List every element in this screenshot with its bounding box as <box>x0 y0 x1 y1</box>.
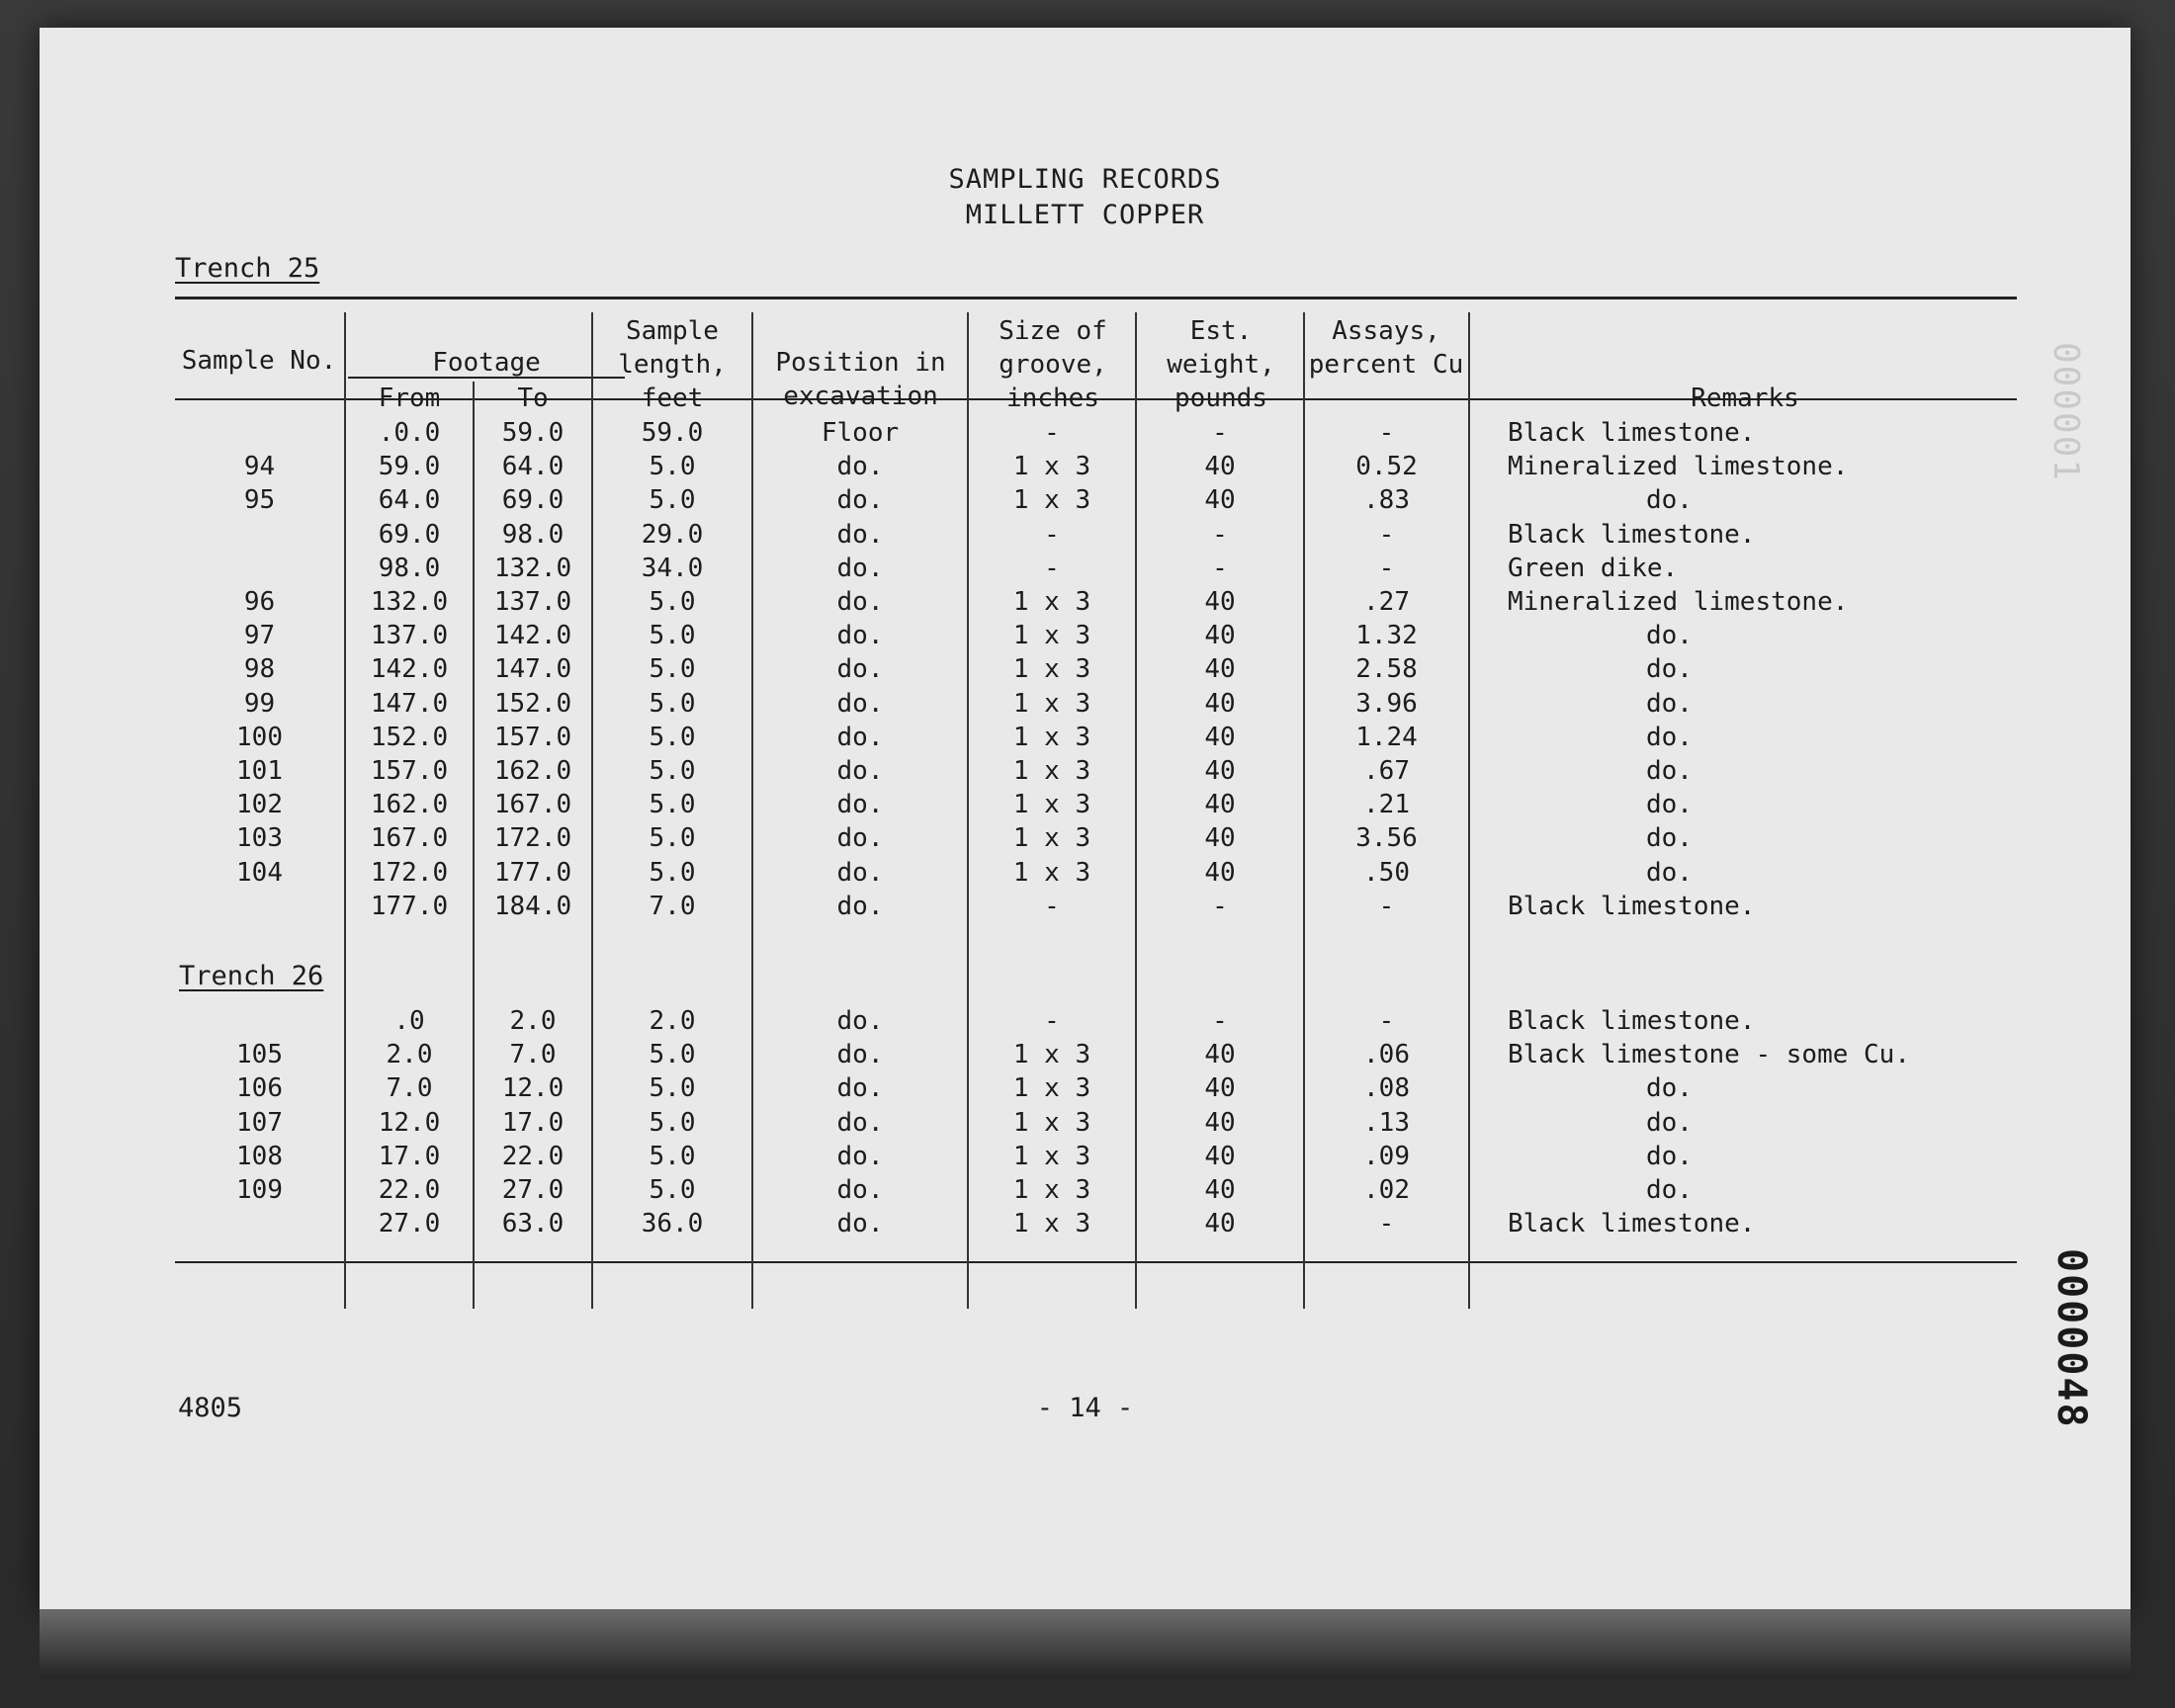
cell-wt: 40 <box>1204 688 1236 719</box>
cell-to: 7.0 <box>509 1040 557 1070</box>
cell-wt: 40 <box>1204 857 1236 888</box>
cell-rem: do. <box>1646 654 1693 685</box>
cell-cu: - <box>1378 1209 1395 1239</box>
cell-groove: 1 x 3 <box>1012 857 1091 888</box>
cell-len: 5.0 <box>649 452 696 482</box>
cell-to: 2.0 <box>509 1006 557 1036</box>
cell-groove: 1 x 3 <box>1012 621 1091 651</box>
cell-no: 105 <box>236 1040 283 1070</box>
cell-len: 5.0 <box>649 1040 696 1070</box>
cell-cu: 1.24 <box>1355 722 1418 752</box>
cell-pos: do. <box>836 1073 884 1104</box>
cell-groove: 1 x 3 <box>1012 587 1091 617</box>
cell-len: 5.0 <box>649 756 696 786</box>
page-stamp: 0000048 <box>2048 1248 2094 1429</box>
cell-to: 147.0 <box>493 654 572 685</box>
cell-groove: 1 x 3 <box>1012 654 1091 685</box>
cell-to: 184.0 <box>493 891 572 921</box>
cell-rem: Black limestone. <box>1508 1006 1756 1036</box>
cell-rem: do. <box>1646 688 1693 719</box>
document-title: SAMPLING RECORDS <box>948 164 1222 195</box>
cell-pos: do. <box>836 587 884 617</box>
header-position: Position in excavation <box>775 348 946 411</box>
cell-rem: do. <box>1646 1141 1693 1171</box>
cell-to: 167.0 <box>493 790 572 820</box>
cell-groove: - <box>1044 553 1060 583</box>
cell-cu: .09 <box>1363 1141 1410 1171</box>
cell-rem: Mineralized limestone. <box>1508 587 1849 617</box>
cell-groove: 1 x 3 <box>1012 688 1091 719</box>
cell-no: 100 <box>236 722 283 752</box>
cell-from: 27.0 <box>378 1209 441 1239</box>
cell-cu: .08 <box>1363 1073 1410 1104</box>
cell-no: 101 <box>236 756 283 786</box>
cell-groove: 1 x 3 <box>1012 1040 1091 1070</box>
cell-groove: 1 x 3 <box>1012 790 1091 820</box>
cell-no: 102 <box>236 790 283 820</box>
col-sep-8 <box>1468 312 1470 1309</box>
cell-wt: - <box>1212 553 1228 583</box>
cell-cu: .83 <box>1363 485 1410 516</box>
cell-pos: do. <box>836 1209 884 1239</box>
cell-to: 132.0 <box>493 553 572 583</box>
header-from: From <box>378 384 441 413</box>
cell-rem: do. <box>1646 756 1693 786</box>
cell-from: 177.0 <box>370 891 449 921</box>
cell-rem: do. <box>1646 1073 1693 1104</box>
cell-pos: do. <box>836 790 884 820</box>
cell-from: 12.0 <box>378 1107 441 1138</box>
cell-rem: Black limestone. <box>1508 418 1756 448</box>
cell-to: 17.0 <box>501 1107 565 1138</box>
cell-groove: 1 x 3 <box>1012 1107 1091 1138</box>
cell-no: 98 <box>243 654 276 685</box>
cell-rem: do. <box>1646 1175 1693 1205</box>
cell-groove: 1 x 3 <box>1012 485 1091 516</box>
cell-rem: Black limestone - some Cu. <box>1508 1040 1910 1070</box>
cell-groove: - <box>1044 519 1060 550</box>
cell-no: 109 <box>236 1175 283 1205</box>
cell-wt: 40 <box>1204 823 1236 854</box>
cell-cu: .13 <box>1363 1107 1410 1138</box>
cell-pos: Floor <box>821 418 900 448</box>
cell-from: 152.0 <box>370 722 449 752</box>
header-weight: Est. weight, pounds <box>1167 316 1275 413</box>
cell-len: 5.0 <box>649 823 696 854</box>
cell-to: 152.0 <box>493 688 572 719</box>
cell-rem: do. <box>1646 1107 1693 1138</box>
cell-wt: 40 <box>1204 452 1236 482</box>
cell-wt: 40 <box>1204 1040 1236 1070</box>
cell-no: 99 <box>243 688 276 719</box>
cell-rem: do. <box>1646 823 1693 854</box>
cell-pos: do. <box>836 857 884 888</box>
cell-groove: 1 x 3 <box>1012 823 1091 854</box>
cell-to: 98.0 <box>501 519 565 550</box>
cell-from: .0.0 <box>378 418 441 448</box>
faint-page-stamp: 000001 <box>2045 342 2086 483</box>
cell-from: 59.0 <box>378 452 441 482</box>
cell-pos: do. <box>836 1040 884 1070</box>
cell-pos: do. <box>836 756 884 786</box>
cell-groove: 1 x 3 <box>1012 1209 1091 1239</box>
cell-from: 98.0 <box>378 553 441 583</box>
cell-wt: - <box>1212 519 1228 550</box>
cell-from: 147.0 <box>370 688 449 719</box>
header-to: To <box>517 384 549 413</box>
cell-groove: 1 x 3 <box>1012 1141 1091 1171</box>
cell-rem: Black limestone. <box>1508 891 1756 921</box>
cell-rem: do. <box>1646 621 1693 651</box>
cell-no: 108 <box>236 1141 283 1171</box>
cell-no: 96 <box>243 587 276 617</box>
document-code: 4805 <box>178 1393 243 1423</box>
cell-groove: 1 x 3 <box>1012 452 1091 482</box>
cell-from: 69.0 <box>378 519 441 550</box>
cell-from: 64.0 <box>378 485 441 516</box>
cell-pos: do. <box>836 1107 884 1138</box>
cell-to: 157.0 <box>493 722 572 752</box>
cell-wt: 40 <box>1204 756 1236 786</box>
cell-wt: 40 <box>1204 621 1236 651</box>
cell-to: 63.0 <box>501 1209 565 1239</box>
cell-cu: - <box>1378 519 1395 550</box>
cell-from: 142.0 <box>370 654 449 685</box>
trench-26-label: Trench 26 <box>179 961 324 991</box>
cell-from: 7.0 <box>386 1073 433 1104</box>
cell-cu: - <box>1378 418 1395 448</box>
cell-to: 12.0 <box>501 1073 565 1104</box>
cell-pos: do. <box>836 1006 884 1036</box>
cell-len: 5.0 <box>649 1107 696 1138</box>
cell-wt: 40 <box>1204 1107 1236 1138</box>
cell-no: 103 <box>236 823 283 854</box>
cell-wt: 40 <box>1204 1175 1236 1205</box>
cell-from: .0 <box>393 1006 425 1036</box>
cell-len: 5.0 <box>649 790 696 820</box>
header-sample-no: Sample No. <box>181 346 337 376</box>
cell-cu: .27 <box>1363 587 1410 617</box>
cell-groove: - <box>1044 1006 1060 1036</box>
cell-wt: 40 <box>1204 485 1236 516</box>
cell-len: 5.0 <box>649 1141 696 1171</box>
cell-from: 167.0 <box>370 823 449 854</box>
cell-cu: 2.58 <box>1355 654 1418 685</box>
cell-wt: 40 <box>1204 790 1236 820</box>
cell-cu: - <box>1378 1006 1395 1036</box>
cell-from: 137.0 <box>370 621 449 651</box>
cell-rem: do. <box>1646 790 1693 820</box>
cell-no: 107 <box>236 1107 283 1138</box>
cell-from: 157.0 <box>370 756 449 786</box>
cell-to: 27.0 <box>501 1175 565 1205</box>
cell-no: 94 <box>243 452 276 482</box>
cell-wt: - <box>1212 418 1228 448</box>
cell-groove: 1 x 3 <box>1012 1073 1091 1104</box>
cell-no: 95 <box>243 485 276 516</box>
cell-pos: do. <box>836 1141 884 1171</box>
cell-no: 97 <box>243 621 276 651</box>
cell-from: 132.0 <box>370 587 449 617</box>
header-groove: Size of groove, inches <box>999 316 1107 413</box>
cell-to: 177.0 <box>493 857 572 888</box>
cell-groove: 1 x 3 <box>1012 756 1091 786</box>
cell-cu: 3.56 <box>1355 823 1418 854</box>
header-remarks: Remarks <box>1691 384 1799 413</box>
cell-from: 172.0 <box>370 857 449 888</box>
cell-pos: do. <box>836 823 884 854</box>
cell-len: 5.0 <box>649 1073 696 1104</box>
cell-from: 22.0 <box>378 1175 441 1205</box>
cell-len: 59.0 <box>641 418 704 448</box>
cell-cu: 3.96 <box>1355 688 1418 719</box>
cell-pos: do. <box>836 519 884 550</box>
header-assays: Assays, percent Cu <box>1308 316 1464 380</box>
cell-rem: Mineralized limestone. <box>1508 452 1849 482</box>
cell-from: 2.0 <box>386 1040 433 1070</box>
cell-wt: 40 <box>1204 1141 1236 1171</box>
cell-wt: 40 <box>1204 1073 1236 1104</box>
cell-len: 29.0 <box>641 519 704 550</box>
cell-wt: 40 <box>1204 654 1236 685</box>
cell-pos: do. <box>836 688 884 719</box>
cell-pos: do. <box>836 452 884 482</box>
cell-groove: 1 x 3 <box>1012 722 1091 752</box>
cell-len: 34.0 <box>641 553 704 583</box>
header-footage: Footage <box>432 348 541 378</box>
cell-pos: do. <box>836 654 884 685</box>
cell-pos: do. <box>836 621 884 651</box>
cell-cu: .50 <box>1363 857 1410 888</box>
cell-cu: .06 <box>1363 1040 1410 1070</box>
cell-to: 172.0 <box>493 823 572 854</box>
cell-len: 5.0 <box>649 587 696 617</box>
cell-len: 7.0 <box>649 891 696 921</box>
cell-wt: - <box>1212 1006 1228 1036</box>
cell-cu: - <box>1378 891 1395 921</box>
cell-rem: Green dike. <box>1508 553 1679 583</box>
cell-pos: do. <box>836 1175 884 1205</box>
cell-rem: do. <box>1646 722 1693 752</box>
cell-to: 64.0 <box>501 452 565 482</box>
cell-to: 137.0 <box>493 587 572 617</box>
cell-wt: 40 <box>1204 1209 1236 1239</box>
cell-len: 36.0 <box>641 1209 704 1239</box>
cell-to: 162.0 <box>493 756 572 786</box>
cell-pos: do. <box>836 722 884 752</box>
header-sample-length: Sample length, feet <box>618 316 727 413</box>
cell-len: 5.0 <box>649 654 696 685</box>
cell-len: 5.0 <box>649 688 696 719</box>
cell-len: 2.0 <box>649 1006 696 1036</box>
cell-pos: do. <box>836 553 884 583</box>
cell-to: 22.0 <box>501 1141 565 1171</box>
cell-from: 17.0 <box>378 1141 441 1171</box>
cell-len: 5.0 <box>649 1175 696 1205</box>
cell-cu: 0.52 <box>1355 452 1418 482</box>
cell-groove: - <box>1044 418 1060 448</box>
cell-no: 104 <box>236 857 283 888</box>
cell-rem: Black limestone. <box>1508 519 1756 550</box>
cell-cu: .21 <box>1363 790 1410 820</box>
trench-25-label: Trench 25 <box>175 253 320 284</box>
cell-rem: do. <box>1646 485 1693 516</box>
cell-to: 69.0 <box>501 485 565 516</box>
cell-wt: 40 <box>1204 587 1236 617</box>
cell-len: 5.0 <box>649 857 696 888</box>
cell-groove: 1 x 3 <box>1012 1175 1091 1205</box>
cell-no: 106 <box>236 1073 283 1104</box>
cell-len: 5.0 <box>649 485 696 516</box>
cell-to: 142.0 <box>493 621 572 651</box>
cell-to: 59.0 <box>501 418 565 448</box>
cell-wt: 40 <box>1204 722 1236 752</box>
cell-len: 5.0 <box>649 621 696 651</box>
cell-groove: - <box>1044 891 1060 921</box>
cell-rem: do. <box>1646 857 1693 888</box>
cell-from: 162.0 <box>370 790 449 820</box>
cell-cu: - <box>1378 553 1395 583</box>
cell-cu: 1.32 <box>1355 621 1418 651</box>
document-sheet <box>40 28 2131 1609</box>
cell-cu: .02 <box>1363 1175 1410 1205</box>
table-bottom-rule <box>175 1261 2017 1263</box>
page-number: - 14 - <box>1036 1393 1134 1423</box>
cell-cu: .67 <box>1363 756 1410 786</box>
document-subtitle: MILLETT COPPER <box>965 200 1205 230</box>
cell-len: 5.0 <box>649 722 696 752</box>
table-top-rule <box>175 297 2017 299</box>
cell-rem: Black limestone. <box>1508 1209 1756 1239</box>
cell-wt: - <box>1212 891 1228 921</box>
cell-pos: do. <box>836 891 884 921</box>
cell-pos: do. <box>836 485 884 516</box>
